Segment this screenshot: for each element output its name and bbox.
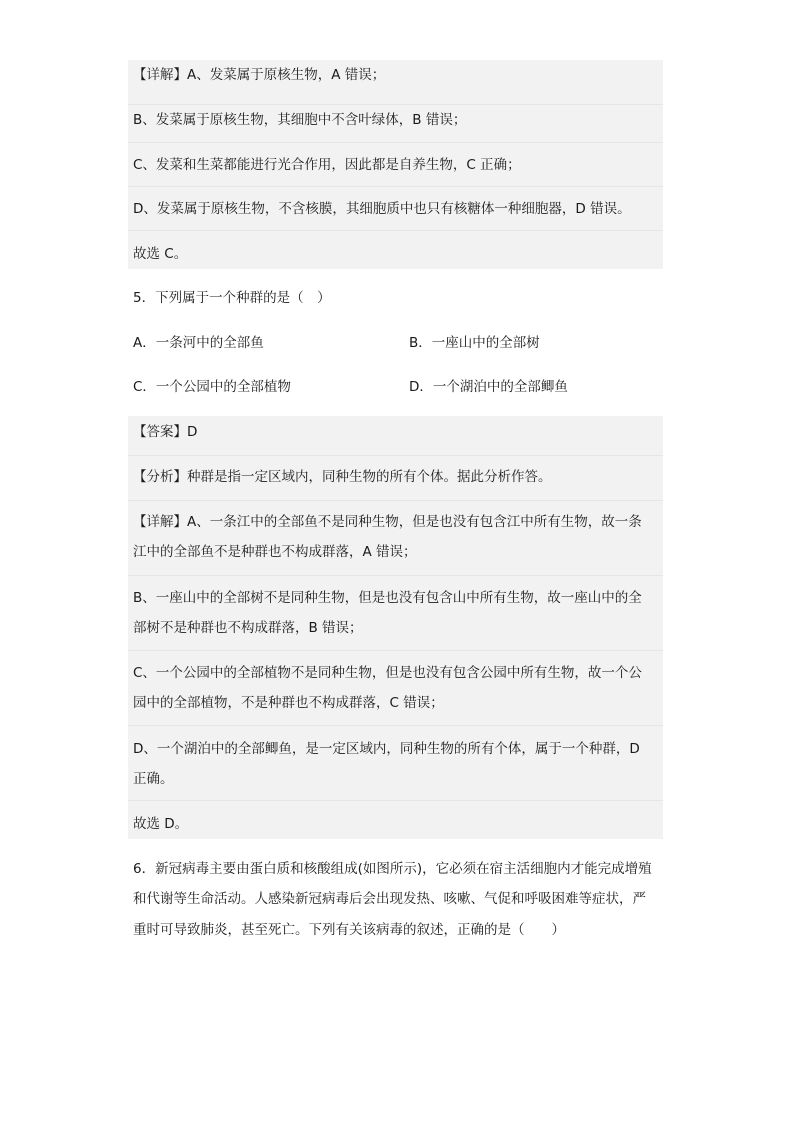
block-divider	[128, 725, 663, 726]
detail-d-text: D、发菜属于原核生物，不含核膜，其细胞质中也只有核糖体一种细胞器，D 错误。	[133, 201, 631, 217]
block-divider	[128, 575, 663, 576]
option-a: A．一条河中的全部鱼	[133, 335, 264, 351]
choose-answer-text: 故选 D。	[133, 816, 189, 832]
answer-text: 【答案】D	[133, 424, 198, 440]
question-6-line-3: 重时可导致肺炎，甚至死亡。下列有关该病毒的叙述，正确的是（ ）	[133, 922, 565, 938]
detail-c-text: C、发菜和生菜都能进行光合作用，因此都是自养生物，C 正确；	[133, 157, 521, 173]
option-c: C．一个公园中的全部植物	[133, 379, 291, 395]
detail-a-line-2: 江中的全部鱼不是种群也不构成群落，A 错误；	[133, 544, 417, 560]
detail-d-line-2: 正确。	[133, 771, 174, 787]
block-divider	[128, 186, 663, 187]
analysis-text: 【分析】种群是指一定区域内，同种生物的所有个体。据此分析作答。	[133, 469, 552, 485]
detail-b-line-1: B、一座山中的全部树不是同种生物，但是也没有包含山中所有生物，故一座山中的全	[133, 590, 642, 606]
question-6-line-1: 6．新冠病毒主要由蛋白质和核酸组成(如图所示)，它必须在宿主活细胞内才能完成增殖	[133, 861, 652, 877]
block-divider	[128, 800, 663, 801]
detail-a-text: 【详解】A、发菜属于原核生物，A 错误；	[133, 67, 386, 83]
detail-c-line-2: 园中的全部植物，不是种群也不构成群落，C 错误；	[133, 695, 444, 711]
detail-b-line-2: 部树不是种群也不构成群落，B 错误；	[133, 620, 363, 636]
detail-a-line-1: 【详解】A、一条江中的全部鱼不是同种生物，但是也没有包含江中所有生物，故一条	[133, 514, 642, 530]
detail-c-line-1: C、一个公园中的全部植物不是同种生物，但是也没有包含公园中所有生物，故一个公	[133, 665, 642, 681]
block-divider	[128, 142, 663, 143]
block-divider	[128, 104, 663, 105]
choose-answer-text: 故选 C。	[133, 246, 188, 262]
block-divider	[128, 500, 663, 501]
block-divider	[128, 455, 663, 456]
detail-d-line-1: D、一个湖泊中的全部鲫鱼，是一定区域内，同种生物的所有个体，属于一个种群，D	[133, 741, 640, 757]
question-6-line-2: 和代谢等生命活动。人感染新冠病毒后会出现发热、咳嗽、气促和呼吸困难等症状，严	[133, 891, 646, 907]
option-d: D．一个湖泊中的全部鲫鱼	[409, 379, 568, 395]
detail-b-text: B、发菜属于原核生物，其细胞中不含叶绿体，B 错误；	[133, 112, 467, 128]
block-divider	[128, 650, 663, 651]
question-5-stem: 5．下列属于一个种群的是（ ）	[133, 290, 331, 306]
option-b: B．一座山中的全部树	[409, 335, 540, 351]
block-divider	[128, 230, 663, 231]
